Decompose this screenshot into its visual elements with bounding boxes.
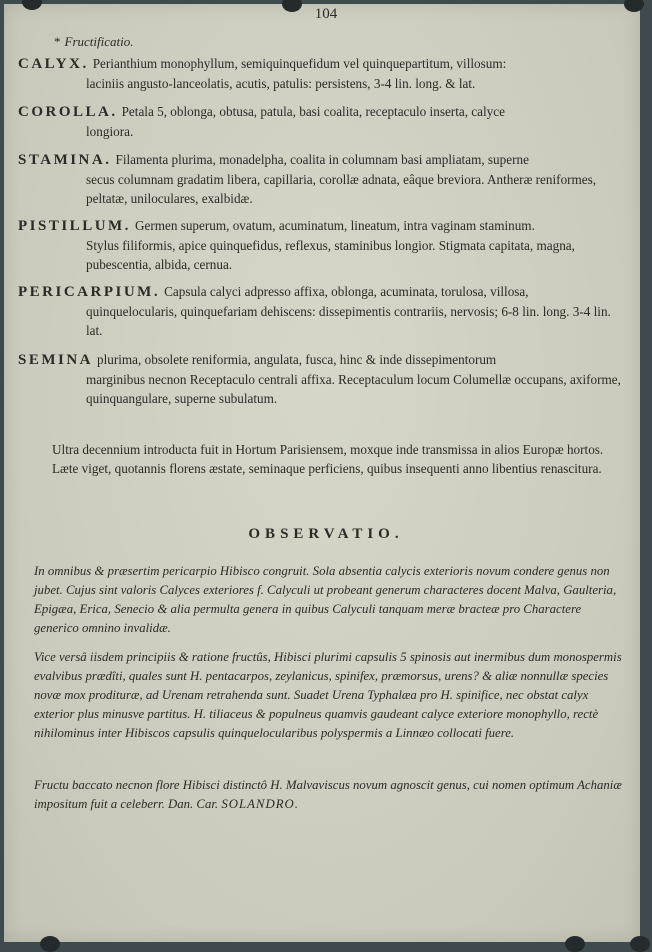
section-label: STAMINA. xyxy=(18,152,112,168)
section-cont: secus columnam gradatim libera, capillaria, corollæ adnata, eâque breviora. Antheræ reniformes, peltatæ, uniloculares, exalbidæ. xyxy=(86,172,597,206)
asterisk-icon: * xyxy=(54,34,61,49)
paragraph-ultra: Ultra decennium introducta fuit in Hortum Parisiensem, moxque inde transmissa in alios Europæ hortos. Læte viget, quotannis florens æstate, seminaque perficiens, quibus insequenti anno libentius renascitura. xyxy=(52,442,604,476)
obs-paragraph-3 xyxy=(34,776,628,814)
obs-paragraph-1: In omnibus & præsertim pericarpio Hibisco congruit. Sola absentia calycis exterioris novum condere genus non jubet. Cujus sint valoris Calyces exteriores f. Calyculi ut probeant generum characteres docent Malva, Gaulteria, Epigæa, Erica, Senecio & alia permulta genera in quibus Calyculi tanquam meræ bracteæ pro Charactere generico omnino invalidæ. xyxy=(34,564,617,635)
section-cont: Stylus filiformis, apice quinquefidus, reflexus, staminibus longior. Stigmata capitata, magna, pubescentia, albida, cernua. xyxy=(86,238,575,272)
section-semina xyxy=(18,350,630,408)
section-text: Filamenta plurima, monadelpha, coalita in columnam basi ampliatam, superne xyxy=(115,152,529,167)
section-cont: longiora. xyxy=(86,124,134,139)
section-text: Capsula calyci adpresso affixa, oblonga, acuminata, torulosa, villosa, xyxy=(164,284,529,299)
section-pericarpium xyxy=(18,282,630,340)
section-text: Perianthium monophyllum, semiquinquefidum vel quinquepartitum, villosum: xyxy=(92,56,507,71)
section-stamina xyxy=(18,150,630,208)
fructificatio-label: Fructificatio. xyxy=(64,34,134,49)
page-number: 104 xyxy=(314,6,338,22)
section-label: CALYX. xyxy=(18,56,89,72)
section-label: COROLLA. xyxy=(18,104,118,120)
section-calyx xyxy=(18,54,630,93)
obs-paragraph-3-text: Fructu baccato necnon flore Hibisci distinctô H. Malvaviscus novum agnoscit genus, cui nomen optimum Achaniæ impositum fuit a celeberr. Dan. Car. xyxy=(34,778,622,811)
pin-bottom-right xyxy=(630,936,650,952)
observatio-title: OBSERVATIO. xyxy=(248,526,404,542)
obs-paragraph-2: Vice versâ iisdem principiis & ratione fructûs, Hibisci plurimi capsulis 5 spinosis aut inermibus dum monospermis evalvibus prædîti, quales sunt H. pentacarpos, zeylanicus, spinifex, præmorsus, urens? & aliæ nonnullæ species novæ mox prodituræ, ad Urenam retrahenda sunt. Suadet Urena Typhalæa pro H. spinifice, nec obstat calyx exterior plus minusve partitus. H. tiliaceus & populneus quamvis gaudeant calyce exteriore monophyllo, rectè nihilominus inter Hibiscos capsulis quinquelocularibus polyspermis a Linnæo collocati fuere. xyxy=(34,650,622,740)
section-label: SEMINA xyxy=(18,352,94,368)
pin-bottom-left xyxy=(40,936,60,952)
section-text: Petala 5, oblonga, obtusa, patula, basi coalita, receptaculo inserta, calyce xyxy=(121,104,505,119)
section-label: PISTILLUM. xyxy=(18,218,131,234)
section-corolla xyxy=(18,102,630,141)
section-label: PERICARPIUM. xyxy=(18,284,161,300)
section-cont: laciniis angusto-lanceolatis, acutis, patulis: persistens, 3-4 lin. long. & lat. xyxy=(86,76,476,91)
section-cont: marginibus necnon Receptaculo centrali affixa. Receptaculum locum Columellæ occupans, axiforme, quinquangulare, superne subulatum. xyxy=(86,372,621,406)
solander-name: SOLANDRO. xyxy=(221,797,299,811)
fructificatio-heading xyxy=(54,34,133,50)
pin-bottom-center xyxy=(565,936,585,952)
section-text: Germen superum, ovatum, acuminatum, lineatum, intra vaginam staminum. xyxy=(134,218,535,233)
section-cont: quinquelocularis, quinquefariam dehiscens: dissepimentis contrariis, nervosis; 6-8 lin. long. 3-4 lin. lat. xyxy=(86,304,611,338)
section-pistillum xyxy=(18,216,630,274)
section-text: plurima, obsolete reniformia, angulata, fusca, hinc & inde dissepimentorum xyxy=(97,352,497,367)
